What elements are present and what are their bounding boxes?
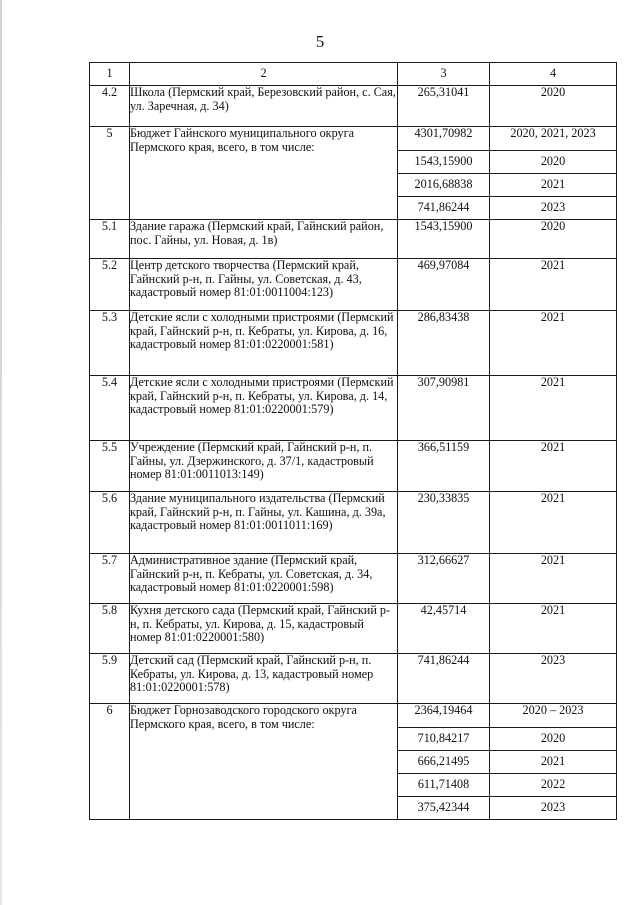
table-row [90,86,617,127]
subrow-year: 2021 [490,751,617,774]
row-description: Здание гаража (Пермский край, Гайнский район, пос. Гайны, ул. Новая, д. 1в) [130,220,398,259]
row-amount: 1543,15900 [398,220,490,259]
row-amount: 366,51159 [398,441,490,492]
row-description: Административное здание (Пермский край, Гайнский р-н, п. Кебраты, ул. Советская, д. 34, кадастровый номер 81:01:0220001:598) [130,554,398,604]
row-year: 2021 [490,554,617,604]
row-number: 4.2 [90,86,130,127]
table-row [90,220,617,259]
subrow-amount: 666,21495 [398,751,490,774]
budget-table [89,62,617,820]
row-description: Бюджет Гайнского муниципального округа Пермского края, всего, в том числе: [130,127,398,220]
row-description: Детский сад (Пермский край, Гайнский р-н, п. Кебраты, ул. Кирова, д. 13, кадастровый номер 81:01:0220001:578) [130,654,398,704]
header-col-4: 4 [490,63,617,86]
subrow-amount: 1543,15900 [398,151,490,174]
subrow-amount: 611,71408 [398,774,490,797]
row-amount: 4301,70982 [398,127,490,151]
row-amount: 307,90981 [398,376,490,441]
row-amount: 286,83438 [398,311,490,376]
subrow-year: 2022 [490,774,617,797]
row-amount: 230,33835 [398,492,490,554]
row-amount: 2364,19464 [398,704,490,728]
subrow-amount: 710,84217 [398,728,490,751]
row-year: 2021 [490,311,617,376]
subrow-amount: 2016,68838 [398,174,490,197]
table-row [90,704,617,728]
row-description: Школа (Пермский край, Березовский район, с. Сая, ул. Заречная, д. 34) [130,86,398,127]
table-row [90,259,617,311]
row-number: 6 [90,704,130,820]
row-year: 2020 [490,220,617,259]
table-row [90,441,617,492]
row-amount: 312,66627 [398,554,490,604]
row-number: 5.1 [90,220,130,259]
row-description: Детские ясли с холодными пристроями (Пермский край, Гайнский р-н, п. Кебраты, ул. Кирова, д. 16, кадастровый номер 81:01:0220001:581) [130,311,398,376]
table-row [90,604,617,654]
row-year: 2021 [490,604,617,654]
subrow-amount: 741,86244 [398,197,490,220]
header-col-2: 2 [130,63,398,86]
row-description: Здание муниципального издательства (Пермский край, Гайнский р-н, п. Гайны, ул. Кашина, д. 39а, кадастровый номер 81:01:0011011:169) [130,492,398,554]
row-year: 2021 [490,441,617,492]
page-number: 5 [315,32,325,51]
row-year: 2020 [490,86,617,127]
row-amount: 469,97084 [398,259,490,311]
subrow-year: 2020 [490,728,617,751]
row-year: 2021 [490,492,617,554]
row-amount: 741,86244 [398,654,490,704]
header-col-3: 3 [398,63,490,86]
row-year: 2023 [490,654,617,704]
row-number: 5.4 [90,376,130,441]
subrow-amount: 375,42344 [398,797,490,820]
table-header-row [90,63,617,86]
table-row [90,127,617,151]
row-number: 5.9 [90,654,130,704]
subrow-year: 2023 [490,197,617,220]
row-number: 5.5 [90,441,130,492]
table-row [90,376,617,441]
row-year: 2021 [490,259,617,311]
row-number: 5.6 [90,492,130,554]
row-description: Центр детского творчества (Пермский край, Гайнский р-н, п. Гайны, ул. Советская, д. 43, кадастровый номер 81:01:0011004:123) [130,259,398,311]
table-row [90,311,617,376]
row-number: 5 [90,127,130,220]
row-amount: 42,45714 [398,604,490,654]
row-description: Учреждение (Пермский край, Гайнский р-н, п. Гайны, ул. Дзержинского, д. 37/1, кадастровый номер 81:01:0011013:149) [130,441,398,492]
row-description: Детские ясли с холодными пристроями (Пермский край, Гайнский р-н, п. Кебраты, ул. Кирова, д. 14, кадастровый номер 81:01:0220001:579) [130,376,398,441]
row-description: Кухня детского сада (Пермский край, Гайнский р-н, п. Кебраты, ул. Кирова, д. 15, кадастровый номер 81:01:0220001:580) [130,604,398,654]
subrow-year: 2023 [490,797,617,820]
table-row [90,554,617,604]
header-col-1: 1 [90,63,130,86]
row-number: 5.3 [90,311,130,376]
row-number: 5.8 [90,604,130,654]
subrow-year: 2020 [490,151,617,174]
row-year: 2021 [490,376,617,441]
row-year: 2020 – 2023 [490,704,617,728]
row-number: 5.7 [90,554,130,604]
table-row [90,654,617,704]
scan-edge-mark [0,0,2,905]
row-year: 2020, 2021, 2023 [490,127,617,151]
table-row [90,492,617,554]
row-description: Бюджет Горнозаводского городского округа Пермского края, всего, в том числе: [130,704,398,820]
subrow-year: 2021 [490,174,617,197]
row-amount: 265,31041 [398,86,490,127]
row-number: 5.2 [90,259,130,311]
